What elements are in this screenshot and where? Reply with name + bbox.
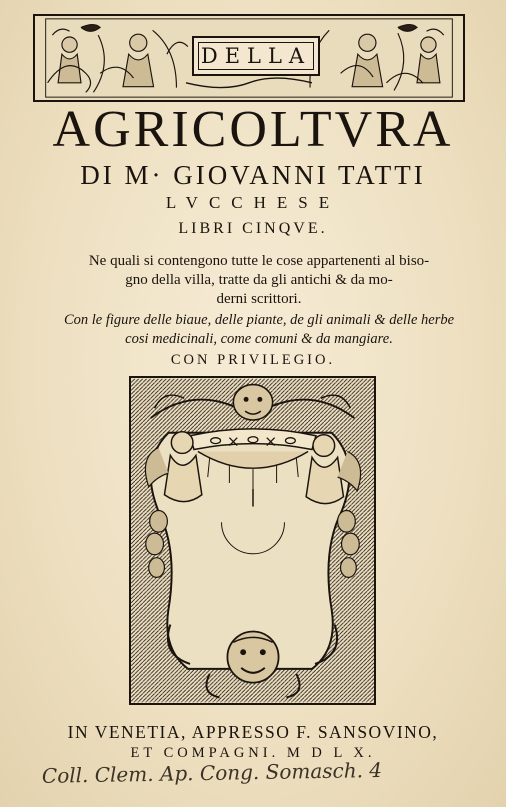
books-line: LIBRI CINQVE. [178,220,328,237]
privilege-line: CON PRIVILEGIO. [170,352,336,368]
printers-device-woodcut [129,376,376,705]
figures-note [60,311,458,349]
description-line: Ne quali si contengono tutte le cose appartenenti al biso- [88,253,430,269]
ownership-inscription: Coll. Clem. Ap. Cong. Somasch. 4 [41,757,383,788]
imprint-date: ET COMPAGNI. M D L X. [130,745,376,761]
author-line: DI M· GIOVANNI TATTI [80,160,426,190]
headpiece-label: DELLA [200,44,312,68]
description-paragraph [60,252,458,309]
book-title: AGRICOLTVRA [52,101,454,158]
figures-note-line: cosi medicinali, come comuni & da mangiare. [125,331,393,347]
figures-note-line: Con le figure delle biaue, delle piante, de gli animali & delle herbe [63,312,455,328]
description-line: derni scrittori. [216,291,302,307]
headpiece-cartouche [192,36,320,76]
description-line: gno della villa, tratte da gli antichi & da mo- [125,272,393,288]
imprint-place-printer: IN VENETIA, APPRESSO F. SANSOVINO, [67,722,439,742]
origin-line: LVCCHESE [165,193,341,212]
headpiece-woodcut [33,14,465,102]
crescent-moon-icon [131,378,374,703]
